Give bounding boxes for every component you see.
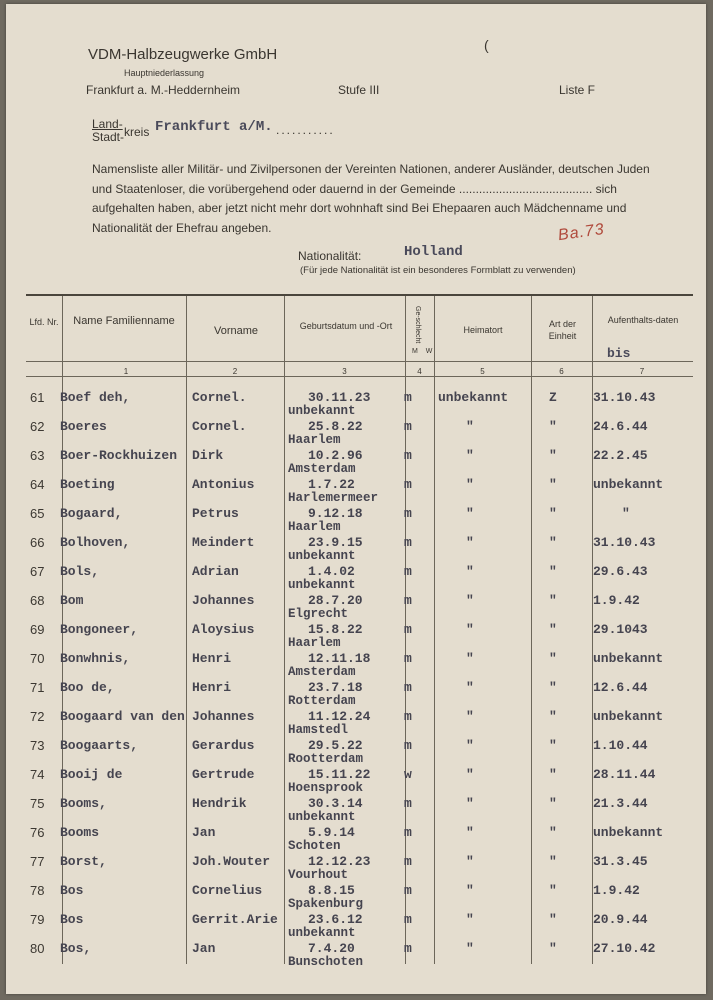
gender: m: [404, 854, 412, 869]
birth-date: 12.12.23: [308, 854, 371, 869]
col-number-5: 5: [480, 367, 485, 376]
row-number: 61: [30, 390, 45, 405]
family-name: Boogaard van den: [60, 709, 185, 724]
birth-date: 28.7.20: [308, 593, 363, 608]
birth-place: Elgrecht: [288, 607, 349, 621]
kreis-value: Frankfurt a/M.: [155, 119, 273, 135]
first-name: Joh.Wouter: [192, 854, 271, 869]
unit-type: ": [549, 622, 557, 637]
home-town: ": [466, 680, 474, 695]
stadt-label: Stadt-: [92, 130, 125, 144]
birth-date: 8.8.15: [308, 883, 355, 898]
home-town: ": [466, 506, 474, 521]
table-row: [6, 593, 706, 621]
birth-place: unbekannt: [288, 549, 356, 563]
stay-until: 22.2.45: [593, 448, 648, 463]
birth-date: 30.11.23: [308, 390, 371, 405]
birth-date: 12.11.18: [308, 651, 371, 666]
company-city: Frankfurt a. M.-Heddernheim: [86, 83, 241, 97]
family-name: Bos: [60, 912, 84, 927]
row-number: 75: [30, 796, 45, 811]
birth-place: Hoensprook: [288, 781, 364, 795]
row-number: 76: [30, 825, 45, 840]
row-number: 74: [30, 767, 45, 782]
stay-until: 12.6.44: [593, 680, 648, 695]
col-number-1: 1: [123, 367, 129, 376]
birth-date: 23.7.18: [308, 680, 363, 695]
birth-date: 23.6.12: [308, 912, 363, 927]
row-number: 70: [30, 651, 45, 666]
first-name: Adrian: [192, 564, 239, 579]
gender: m: [404, 390, 412, 405]
home-town: ": [466, 477, 474, 492]
col-number-6: 6: [559, 367, 564, 376]
home-town: ": [466, 564, 474, 579]
gender: m: [404, 477, 412, 492]
family-name: Bos,: [60, 941, 92, 956]
first-name: Cornelius: [192, 883, 263, 898]
birth-place: unbekannt: [288, 810, 356, 824]
table-row: [6, 738, 706, 766]
first-name: Cornel.: [192, 419, 247, 434]
birth-place: unbekannt: [288, 926, 356, 940]
gender: m: [404, 883, 412, 898]
row-number: 66: [30, 535, 45, 550]
home-town: unbekannt: [438, 390, 509, 405]
row-number: 68: [30, 593, 45, 608]
table-row: [6, 390, 706, 418]
unit-type: ": [549, 448, 557, 463]
stay-until: 1.9.42: [593, 883, 640, 898]
birth-date: 23.9.15: [308, 535, 363, 550]
row-number: 73: [30, 738, 45, 753]
header-geschlecht: Ge-schlecht: [414, 306, 421, 344]
first-name: Johannes: [192, 593, 255, 608]
birth-date: 9.12.18: [308, 506, 363, 521]
birth-date: 29.5.22: [308, 738, 363, 753]
row-number: 79: [30, 912, 45, 927]
family-name: Boeting: [60, 477, 115, 492]
stay-until: 20.9.44: [593, 912, 648, 927]
row-number: 64: [30, 477, 45, 492]
gender: m: [404, 448, 412, 463]
gender: m: [404, 738, 412, 753]
table-row: [6, 825, 706, 853]
first-name: Aloysius: [192, 622, 255, 637]
company-subtitle: Hauptniederlassung: [124, 68, 205, 78]
gender: m: [404, 680, 412, 695]
unit-type: ": [549, 535, 557, 550]
first-name: Henri: [192, 651, 232, 666]
gender: m: [404, 912, 412, 927]
unit-type: Z: [549, 390, 557, 405]
stay-until: 31.10.43: [593, 390, 656, 405]
family-name: Bom: [60, 593, 84, 608]
home-town: ": [466, 651, 474, 666]
stay-until: unbekannt: [593, 651, 664, 666]
birth-place: unbekannt: [288, 578, 356, 592]
row-number: 71: [30, 680, 45, 695]
col-number-2: 2: [232, 367, 238, 376]
birth-place: Haarlem: [288, 520, 341, 534]
family-name: Bogaard,: [60, 506, 123, 521]
table-row: [6, 883, 706, 911]
birth-place: Bunschoten: [288, 955, 364, 969]
birth-place: Harlemermeer: [288, 491, 379, 505]
stay-until: ": [622, 506, 630, 521]
corner-mark: (: [484, 37, 489, 53]
family-name: Bols,: [60, 564, 100, 579]
unit-type: ": [549, 651, 557, 666]
stay-until: 1.9.42: [593, 593, 640, 608]
header-bis: bis: [607, 346, 631, 361]
row-number: 80: [30, 941, 45, 956]
birth-date: 1.7.22: [308, 477, 355, 492]
row-number: 72: [30, 709, 45, 724]
first-name: Jan: [192, 941, 216, 956]
unit-type: ": [549, 680, 557, 695]
col-number-7: 7: [639, 367, 645, 376]
birth-place: Amsterdam: [288, 462, 356, 476]
family-name: Bonwhnis,: [60, 651, 131, 666]
unit-type: ": [549, 564, 557, 579]
birth-place: Amsterdam: [288, 665, 356, 679]
family-name: Booij de: [60, 767, 123, 782]
table-row: [6, 941, 706, 969]
unit-type: ": [549, 506, 557, 521]
birth-place: unbekannt: [288, 404, 356, 418]
table-row: [6, 448, 706, 476]
table-row: [6, 622, 706, 650]
unit-type: ": [549, 709, 557, 724]
stay-until: unbekannt: [593, 825, 664, 840]
home-town: ": [466, 767, 474, 782]
gender: m: [404, 506, 412, 521]
table-row: [6, 477, 706, 505]
home-town: ": [466, 448, 474, 463]
header-vorname: Vorname: [213, 325, 259, 337]
row-number: 78: [30, 883, 45, 898]
birth-date: 5.9.14: [308, 825, 355, 840]
unit-type: ": [549, 477, 557, 492]
row-number: 67: [30, 564, 45, 579]
row-number: 77: [30, 854, 45, 869]
land-stadt-label: [92, 118, 124, 144]
kreis-dots: ...........: [276, 123, 335, 137]
header-aufenthalt: Aufenthalts-daten: [607, 315, 679, 325]
table-row: [6, 709, 706, 737]
birth-date: 11.12.24: [308, 709, 371, 724]
table-row: [6, 912, 706, 940]
first-name: Jan: [192, 825, 216, 840]
birth-place: Haarlem: [288, 636, 341, 650]
family-name: Bos: [60, 883, 84, 898]
header-einheit: Art der Einheit: [548, 319, 577, 341]
stay-until: 24.6.44: [593, 419, 648, 434]
stay-until: 1.10.44: [593, 738, 648, 753]
gender: m: [404, 419, 412, 434]
unit-type: ": [549, 854, 557, 869]
liste-label: Liste F: [559, 83, 596, 97]
home-town: ": [466, 854, 474, 869]
stay-until: unbekannt: [593, 709, 664, 724]
home-town: ": [466, 883, 474, 898]
kreis-label: kreis: [124, 125, 150, 139]
home-town: ": [466, 912, 474, 927]
family-name: Boef deh,: [60, 390, 131, 405]
gender: m: [404, 535, 412, 550]
stay-until: unbekannt: [593, 477, 664, 492]
first-name: Gertrude: [192, 767, 255, 782]
stay-until: 29.6.43: [593, 564, 648, 579]
unit-type: ": [549, 825, 557, 840]
birth-place: Rootterdam: [288, 752, 364, 766]
land-label: Land-: [92, 117, 123, 131]
unit-type: ": [549, 738, 557, 753]
family-name: Booms: [60, 825, 100, 840]
stay-until: 21.3.44: [593, 796, 648, 811]
table-row: [6, 680, 706, 708]
birth-place: Hamstedl: [288, 723, 349, 737]
first-name: Henri: [192, 680, 232, 695]
home-town: ": [466, 796, 474, 811]
birth-date: 30.3.14: [308, 796, 363, 811]
header-mw: M W: [412, 348, 436, 355]
nationality-label: Nationalität:: [298, 249, 362, 263]
nationality-value: Holland: [404, 244, 463, 260]
description-text: Namensliste aller Militär- und Zivilpersonen der Vereinten Nationen, anderer Ausländer, deutschen Juden und Staatenloser, die vorübergehend oder dauernd in der Gemeinde ........................................ sich aufgehalten haben, aber jetzt nicht mehr dort wohnhaft sind Bei Ehepaaren auch Mädchenname und Nationalität der Ehefrau angeben.: [92, 162, 650, 235]
first-name: Johannes: [192, 709, 255, 724]
birth-place: Spakenburg: [288, 897, 364, 911]
first-name: Gerardus: [192, 738, 255, 753]
col-number-4: 4: [417, 367, 422, 376]
first-name: Meindert: [192, 535, 255, 550]
unit-type: ": [549, 419, 557, 434]
home-town: ": [466, 593, 474, 608]
family-name: Borst,: [60, 854, 107, 869]
home-town: ": [466, 825, 474, 840]
family-name: Boer-Rockhuizen: [60, 448, 178, 463]
family-name: Boogaarts,: [60, 738, 139, 753]
first-name: Dirk: [192, 448, 224, 463]
birth-date: 15.8.22: [308, 622, 363, 637]
row-number: 63: [30, 448, 45, 463]
gender: m: [404, 941, 412, 956]
handwritten-stamp: Ba.73: [556, 220, 606, 245]
birth-place: Schoten: [288, 839, 341, 853]
header-geburt: Geburtsdatum und -Ort: [299, 321, 393, 331]
gender: m: [404, 825, 412, 840]
first-name: Hendrik: [192, 796, 247, 811]
header-name: Name Familienname: [73, 315, 175, 327]
home-town: ": [466, 622, 474, 637]
gender: m: [404, 796, 412, 811]
gender: m: [404, 622, 412, 637]
stay-until: 28.11.44: [593, 767, 656, 782]
stay-until: 29.1043: [593, 622, 648, 637]
table-row: [6, 419, 706, 447]
birth-date: 10.2.96: [308, 448, 363, 463]
unit-type: ": [549, 912, 557, 927]
birth-date: 7.4.20: [308, 941, 355, 956]
table-row: [6, 854, 706, 882]
row-number: 62: [30, 419, 45, 434]
family-name: Boeres: [60, 419, 107, 434]
nationality-note: (Für jede Nationalität ist ein besonderes Formblatt zu verwenden): [300, 265, 576, 276]
company-name: VDM-Halbzeugwerke GmbH: [88, 46, 278, 63]
gender: m: [404, 593, 412, 608]
stay-until: 31.3.45: [593, 854, 648, 869]
table-row: [6, 796, 706, 824]
unit-type: ": [549, 593, 557, 608]
unit-type: ": [549, 883, 557, 898]
birth-date: 1.4.02: [308, 564, 355, 579]
unit-type: ": [549, 796, 557, 811]
family-name: Booms,: [60, 796, 107, 811]
table-row: [6, 506, 706, 534]
unit-type: ": [549, 941, 557, 956]
birth-place: Vourhout: [288, 868, 349, 882]
home-town: ": [466, 738, 474, 753]
family-name: Boo de,: [60, 680, 115, 695]
home-town: ": [466, 709, 474, 724]
home-town: ": [466, 941, 474, 956]
document-page: [6, 4, 706, 994]
gender: m: [404, 651, 412, 666]
unit-type: ": [549, 767, 557, 782]
first-name: Petrus: [192, 506, 239, 521]
first-name: Cornel.: [192, 390, 247, 405]
family-name: Bolhoven,: [60, 535, 131, 550]
table-row: [6, 564, 706, 592]
birth-place: Rotterdam: [288, 694, 356, 708]
birth-place: Haarlem: [288, 433, 341, 447]
home-town: ": [466, 535, 474, 550]
first-name: Antonius: [192, 477, 255, 492]
birth-date: 15.11.22: [308, 767, 371, 782]
table-row: [6, 535, 706, 563]
gender: m: [404, 564, 412, 579]
birth-date: 25.8.22: [308, 419, 363, 434]
home-town: ": [466, 419, 474, 434]
header-heimat: Heimatort: [463, 325, 503, 335]
gender: m: [404, 709, 412, 724]
row-number: 69: [30, 622, 45, 637]
row-number: 65: [30, 506, 45, 521]
table-row: [6, 651, 706, 679]
col-number-3: 3: [342, 367, 347, 376]
stufe-label: Stufe III: [338, 83, 380, 97]
stay-until: 27.10.42: [593, 941, 656, 956]
stay-until: 31.10.43: [593, 535, 656, 550]
first-name: Gerrit.Arie: [192, 912, 278, 927]
family-name: Bongoneer,: [60, 622, 139, 637]
header-lfd: Lfd. Nr.: [29, 317, 59, 327]
gender: w: [404, 767, 412, 782]
table-row: [6, 767, 706, 795]
